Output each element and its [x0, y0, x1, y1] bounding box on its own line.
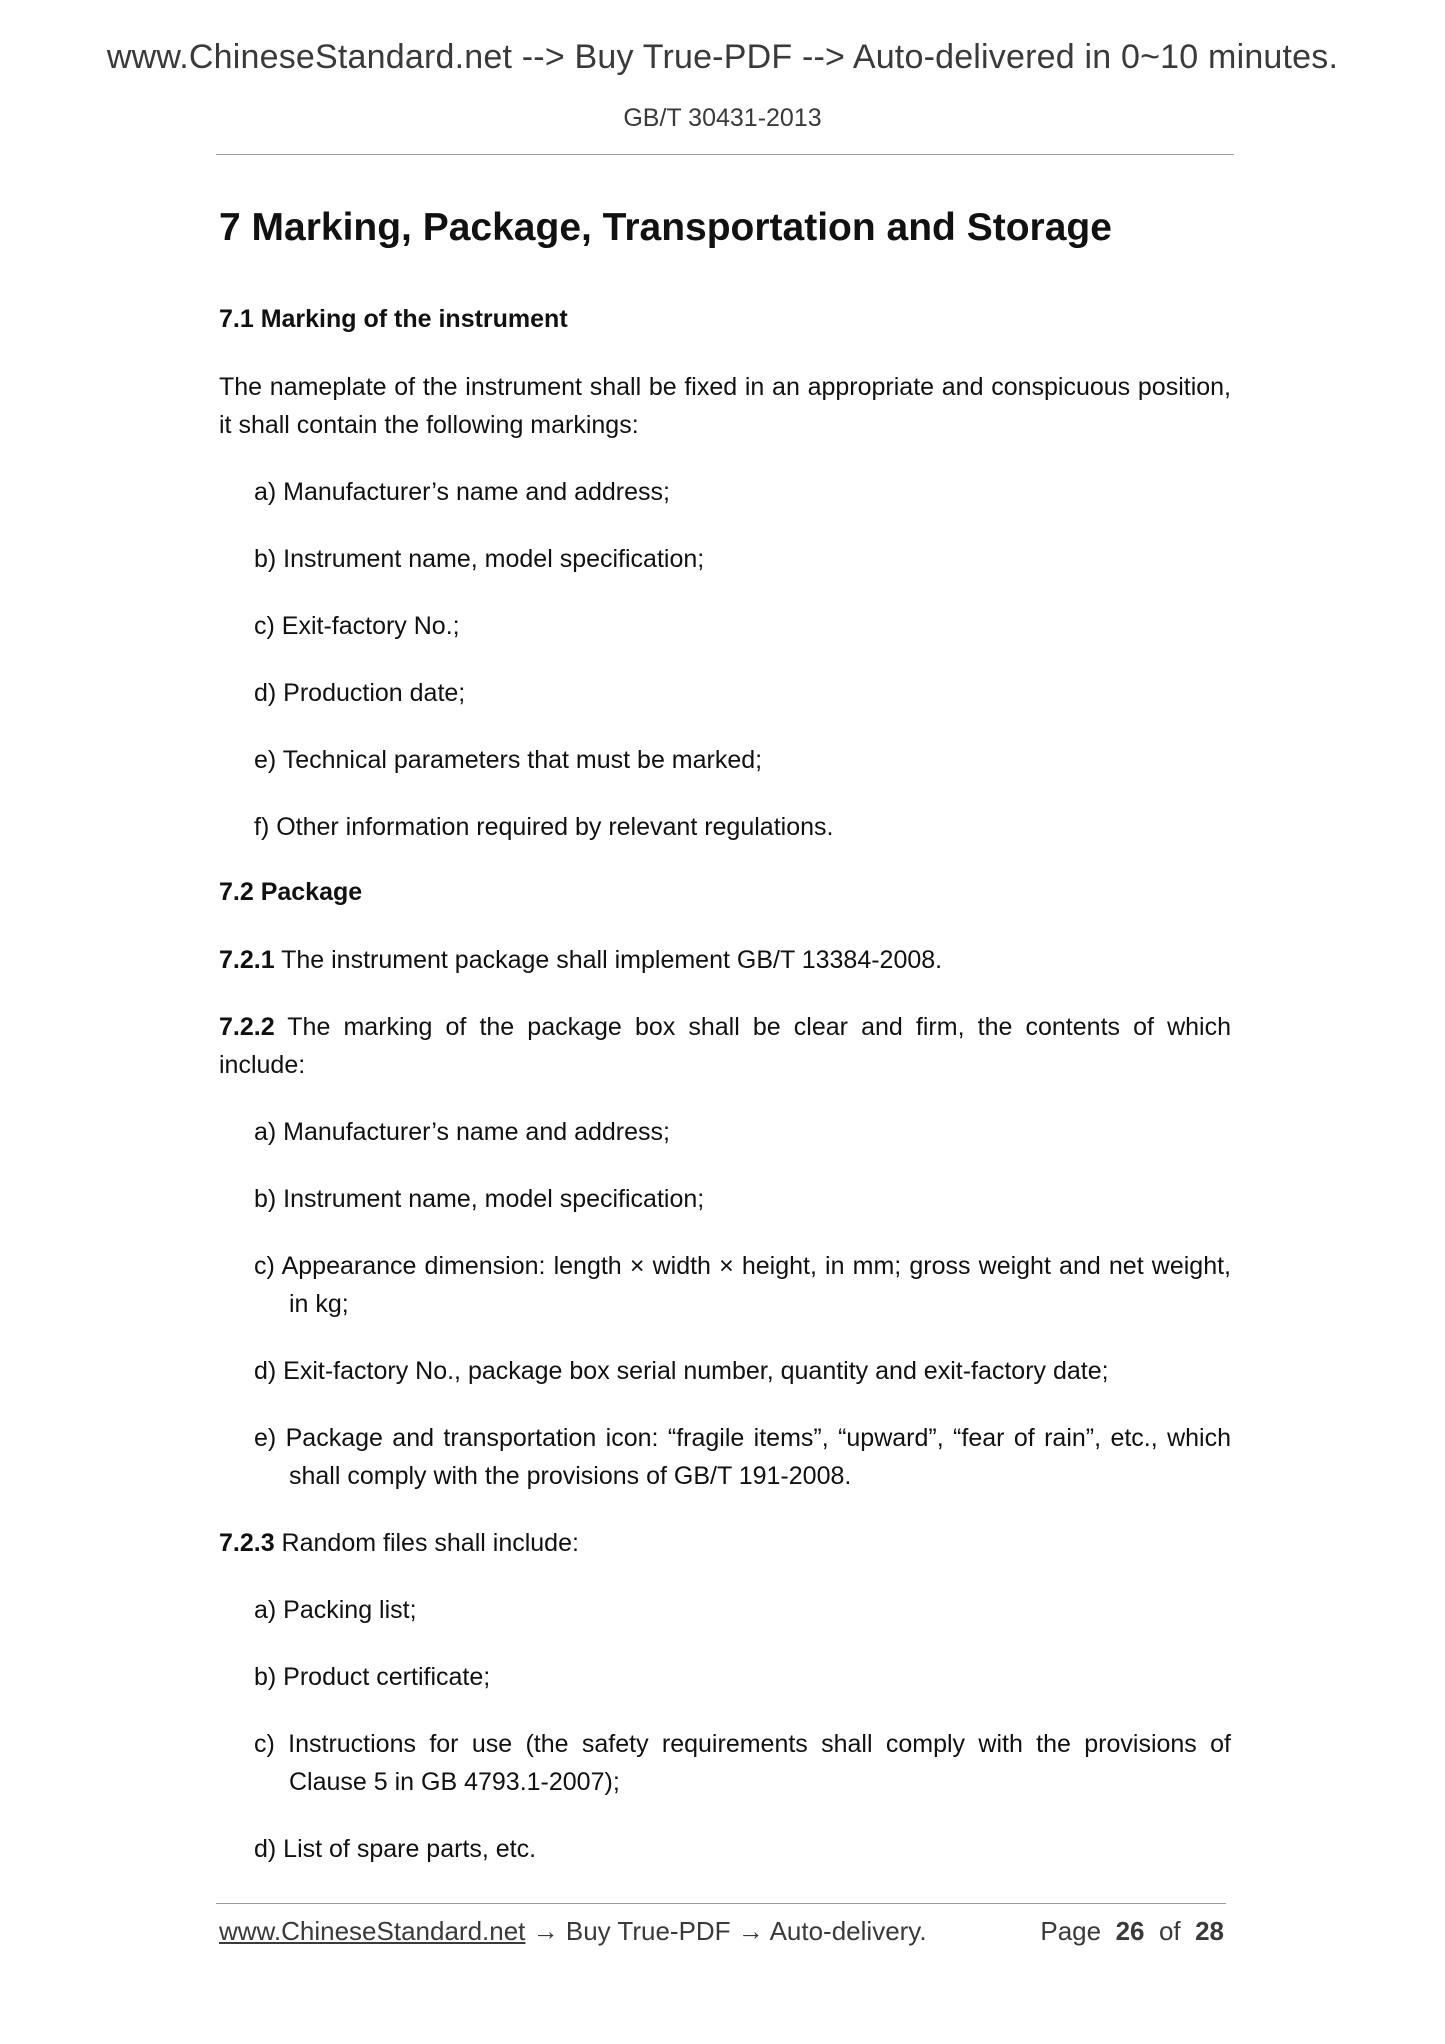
page-word: Page	[1040, 1916, 1102, 1946]
clause-7-2-1	[219, 941, 1231, 979]
of-word: of	[1158, 1916, 1181, 1946]
list-item: e) Technical parameters that must be marked;	[254, 745, 763, 774]
clause-text: The instrument package shall implement GB/T 13384-2008.	[274, 945, 943, 974]
footer-tagline: → Buy True-PDF → Auto-delivery.	[525, 1916, 927, 1946]
clause-7-2-3	[219, 1524, 1231, 1562]
document-body	[219, 205, 1231, 1897]
list-item: b) Instrument name, model specification;	[254, 1184, 705, 1213]
footer-divider	[216, 1903, 1226, 1904]
list-item: c) Instructions for use (the safety requirements shall comply with the provisions of Clause 5 in GB 4793.1-2007);	[254, 1729, 1231, 1796]
list-item: a) Manufacturer’s name and address;	[254, 477, 670, 506]
list-item: d) Exit-factory No., package box serial number, quantity and exit-factory date;	[254, 1356, 1109, 1385]
list-item: b) Instrument name, model specification;	[254, 544, 705, 573]
subsection-7-2-title: 7.2 Package	[219, 877, 363, 906]
header-divider	[216, 154, 1234, 155]
list-item: b) Product certificate;	[254, 1662, 491, 1691]
clause-7-2-2	[219, 1008, 1231, 1084]
list-item: d) List of spare parts, etc.	[254, 1834, 537, 1863]
list-item: d) Production date;	[254, 678, 466, 707]
clause-number: 7.2.2	[219, 1012, 275, 1041]
footer-left	[219, 1916, 927, 1947]
page-total: 28	[1195, 1916, 1224, 1946]
subsection-7-1-intro: The nameplate of the instrument shall be fixed in an appropriate and conspicuous position, it shall contain the following markings:	[219, 372, 1231, 439]
list-item: c) Appearance dimension: length × width × height, in mm; gross weight and net weight, in kg;	[254, 1251, 1231, 1318]
list-item: f) Other information required by relevant regulations.	[254, 812, 834, 841]
top-banner: www.ChineseStandard.net --> Buy True-PDF --> Auto-delivered in 0~10 minutes.	[106, 38, 1339, 76]
list-item: c) Exit-factory No.;	[254, 611, 460, 640]
list-item: a) Packing list;	[254, 1595, 417, 1624]
standard-code: GB/T 30431-2013	[623, 104, 822, 132]
list-item: a) Manufacturer’s name and address;	[254, 1117, 670, 1146]
list-item: e) Package and transportation icon: “fragile items”, “upward”, “fear of rain”, etc., which shall comply with the provisions of GB/T 191-2008.	[254, 1423, 1231, 1490]
subsection-7-1-title: 7.1 Marking of the instrument	[219, 304, 568, 333]
clause-number: 7.2.3	[219, 1528, 275, 1557]
section-title: 7 Marking, Package, Transportation and Storage	[219, 206, 1112, 249]
page-current: 26	[1115, 1916, 1145, 1946]
clause-number: 7.2.1	[219, 945, 275, 974]
site-link[interactable]: www.ChineseStandard.net	[219, 1916, 526, 1946]
clause-text: Random files shall include:	[274, 1528, 579, 1557]
clause-text: The marking of the package box shall be clear and firm, the contents of which include:	[219, 1012, 1231, 1079]
page-indicator	[1040, 1916, 1224, 1947]
